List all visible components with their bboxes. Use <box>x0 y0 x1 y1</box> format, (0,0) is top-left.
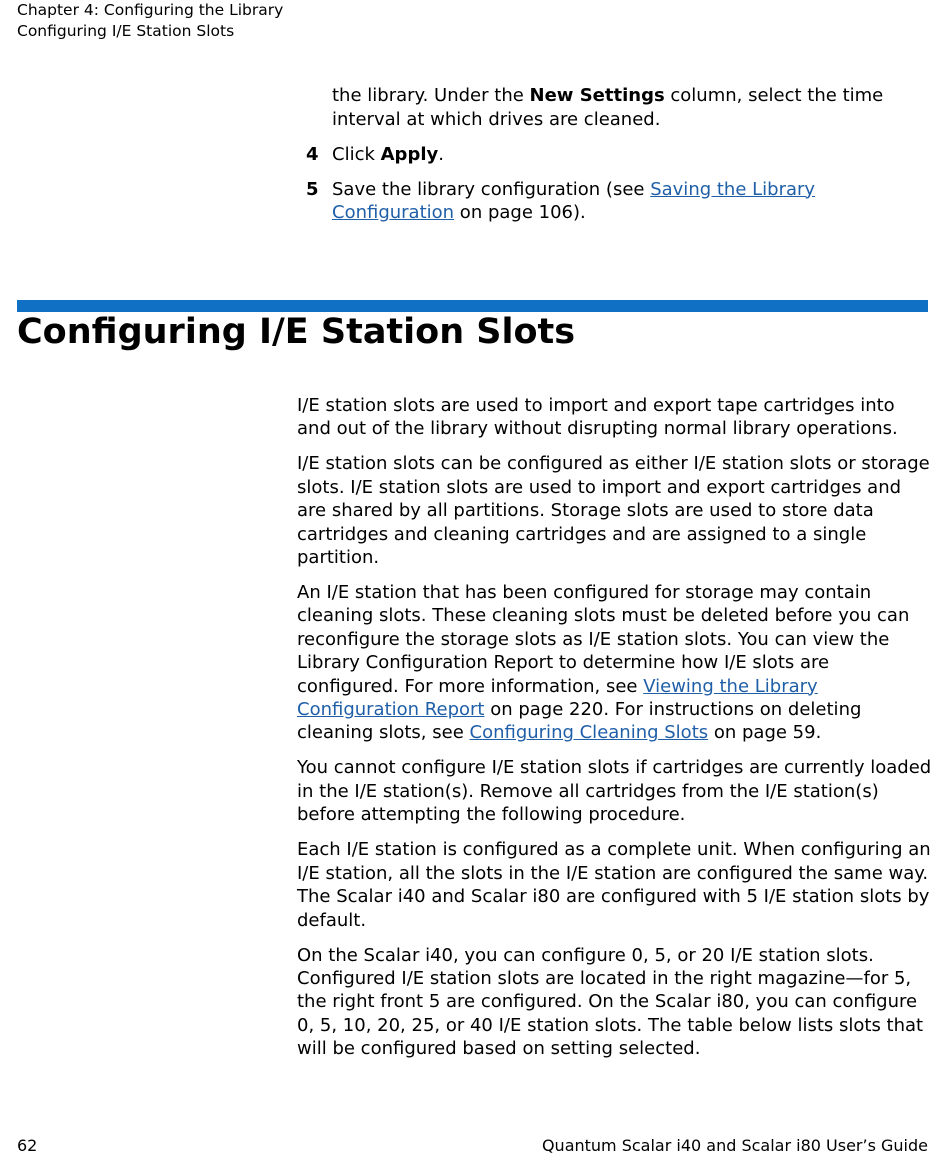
step-list <box>306 143 936 236</box>
paragraph: I/E station slots are used to import and export tape cartridges into and out of the library without disrupting normal library operations. <box>297 395 898 440</box>
step-number: 4 <box>306 144 319 165</box>
section-title: Configuring I/E Station Slots <box>17 312 576 352</box>
apply-bold: Apply <box>380 144 439 165</box>
guide-title: Quantum Scalar i40 and Scalar i80 User’s Guide <box>541 1136 928 1155</box>
step-continuation: the library. Under the New Settings column, select the time interval at which drives are cleaned. <box>332 85 884 130</box>
step-number: 5 <box>306 178 319 200</box>
configuring-cleaning-slots-link[interactable]: Configuring Cleaning Slots <box>469 722 709 744</box>
page-number: 62 <box>17 1136 38 1155</box>
running-header <box>17 0 283 42</box>
saving-library-configuration-link[interactable]: Saving the Library Configuration <box>332 178 816 223</box>
header-chapter: Chapter 4: Configuring the Library <box>17 1 284 19</box>
header-section: Configuring I/E Station Slots <box>17 22 235 40</box>
step-item: 5 Save the library configuration (see Saving the Library Configuration on page 106). <box>306 178 816 223</box>
new-settings-bold: New Settings <box>529 85 665 106</box>
paragraph: On the Scalar i40, you can configure 0, 5, or 20 I/E station slots. Configured I/E station slots are located in the right magazine—for 5, the right front 5 are configured. On the Scalar i80, you can configure 0, 5, 10, 20, 25, or 40 I/E station slots. The table below lists slots that will be configured based on setting selected. <box>297 944 924 1060</box>
section-body <box>297 394 932 1072</box>
step-item: 4 Click Apply. <box>306 144 444 165</box>
paragraph: You cannot configure I/E station slots if cartridges are currently loaded in the I/E station(s). Remove all cartridges from the I/E station(s) before attempting the following procedure. <box>297 757 932 826</box>
paragraph: Each I/E station is configured as a complete unit. When configuring an I/E station, all the slots in the I/E station are configured the same way. The Scalar i40 and Scalar i80 are configured with 5 I/E station slots by default. <box>297 839 931 931</box>
paragraph: I/E station slots can be configured as either I/E station slots or storage slots. I/E station slots are used to import and export cartridges and are shared by all partitions. Storage slots are used to store data cartridges and cleaning cartridges and are assigned to a single partition. <box>297 453 930 569</box>
viewing-library-configuration-report-link[interactable]: Viewing the Library Configuration Report <box>297 675 818 721</box>
paragraph: An I/E station that has been configured for storage may contain cleaning slots. These cleaning slots must be deleted before you can reconfigure the storage slots as I/E station slots. You can view the Library Configuration Report to determine how I/E slots are configured. For more information, see Viewing the Library Configuration Report on page 220. For instructions on deleting cleaning slots, see Configuring Cleaning Slots on page 59. <box>297 582 910 744</box>
